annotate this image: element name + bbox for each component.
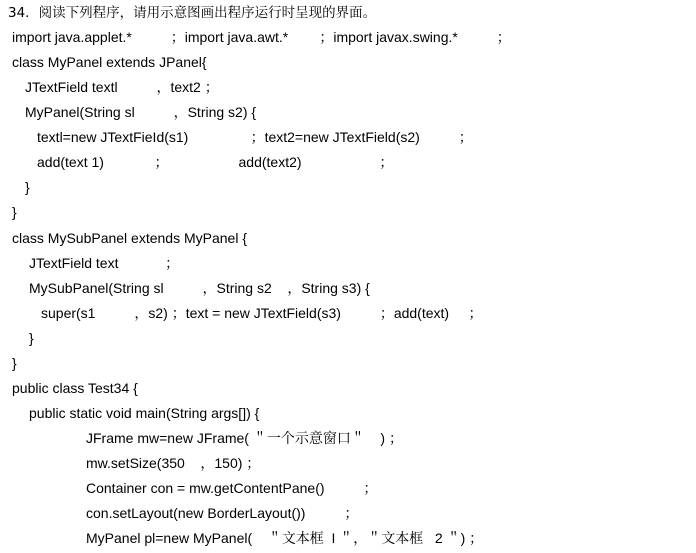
- code-line: MyPanel(String sl ，String s2) {: [25, 104, 257, 120]
- code-line: }: [12, 355, 17, 371]
- code-line: class MyPanel extends JPanel{: [12, 54, 207, 70]
- code-line: Container con = mw.getContentPane() ；: [86, 480, 378, 496]
- code-line: JFrame mw=new JFrame( ＂一个示意窗口＂ ) ；: [86, 430, 403, 446]
- code-line: }: [29, 330, 34, 346]
- code-line: MySubPanel(String sl ，String s2 ，String s3) {: [29, 280, 370, 296]
- code-line: MyPanel pl=new MyPanel( ＂文本框 I ＂，＂文本框 2 ＂) ；: [86, 530, 484, 546]
- code-line: JTextField textl ，text2 ；: [25, 79, 219, 95]
- code-line: mw.setSize(350 ，150) ；: [86, 455, 261, 471]
- code-line: public class Test34 {: [12, 380, 138, 396]
- code-line: add(text 1) ； add(text2) ；: [37, 154, 394, 170]
- code-line: }: [12, 204, 17, 220]
- code-line: con.setLayout(new BorderLayout()) ；: [86, 505, 359, 521]
- code-line: public static void main(String args[]) {: [29, 405, 260, 421]
- code-line: }: [25, 179, 30, 195]
- question-title: 34．阅读下列程序，请用示意图画出程序运行时呈现的界面。: [8, 5, 377, 21]
- code-line: JTextField text ；: [29, 255, 180, 271]
- code-line: import java.applet.* ；import java.awt.* ；import javax.swing.* ；: [12, 29, 511, 45]
- code-line: class MySubPanel extends MyPanel {: [12, 230, 248, 246]
- code-line: super(s1 ，s2) ；text = new JTextField(s3) ；add(text) ；: [41, 305, 483, 321]
- code-line: textl=new JTextFieId(s1) ；text2=new JTextField(s2) ；: [37, 129, 473, 145]
